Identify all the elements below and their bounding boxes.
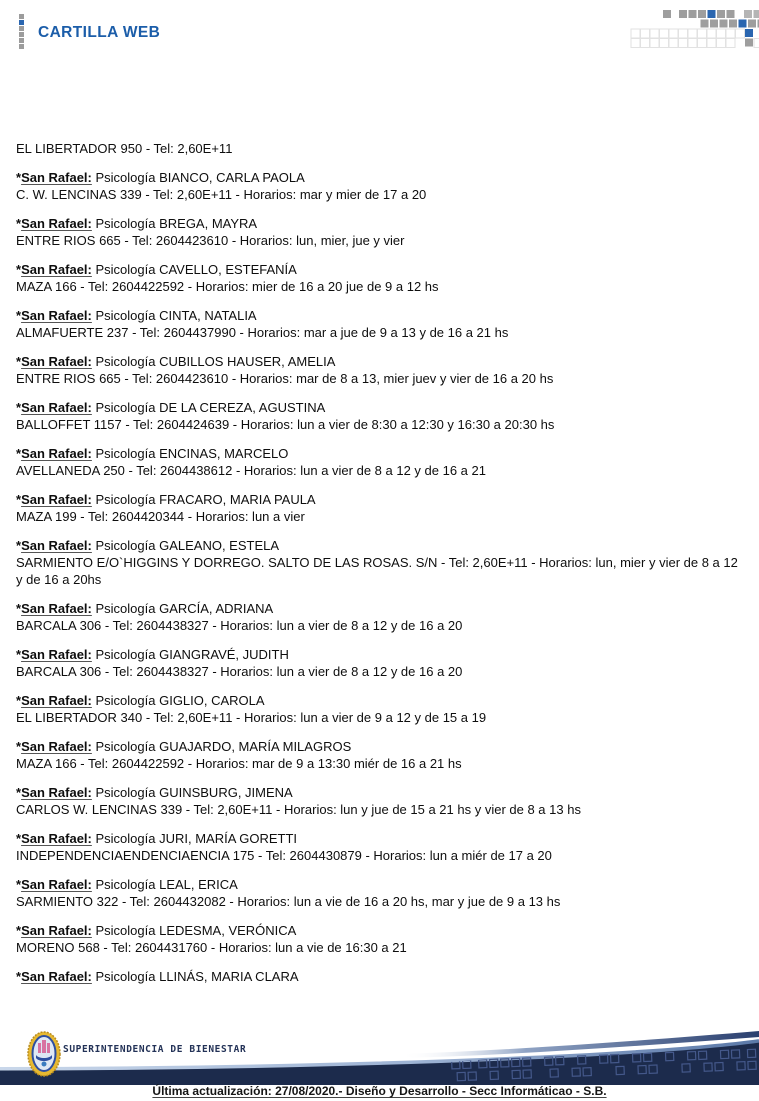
entry-location: San Rafael: xyxy=(21,739,92,754)
entry-details: INDEPENDENCIAENDENCIAENCIA 175 - Tel: 2604430879 - Horarios: lun a miér de 17 a 20 xyxy=(16,848,552,863)
entry-location: San Rafael: xyxy=(21,262,92,277)
entry-marker: * xyxy=(16,216,22,231)
entry-location: San Rafael: xyxy=(21,601,92,616)
provider-entry xyxy=(16,445,746,479)
provider-entry xyxy=(16,399,746,433)
entry-specialty-name: Psicología LEDESMA, VERÓNICA xyxy=(95,923,297,938)
entry-location: San Rafael: xyxy=(21,216,92,231)
entry-marker: * xyxy=(16,538,22,553)
entry-header xyxy=(16,738,746,755)
entry-marker: * xyxy=(16,739,22,754)
entry-details: SARMIENTO E/O`HIGGINS Y DORREGO. SALTO DE LAS ROSAS. S/N - Tel: 2,60E+11 - Horarios: lun, mier y vier de 8 a 12 y de 16 a 20hs xyxy=(16,555,738,587)
entry-marker: * xyxy=(16,969,22,984)
entry-header xyxy=(16,169,746,186)
provider-entry xyxy=(16,307,746,341)
entry-details: BARCALA 306 - Tel: 2604438327 - Horarios: lun a vier de 8 a 12 y de 16 a 20 xyxy=(16,664,463,679)
entry-location: San Rafael: xyxy=(21,492,92,507)
entry-location: San Rafael: xyxy=(21,831,92,846)
entry-specialty-name: Psicología BIANCO, CARLA PAOLA xyxy=(95,170,305,185)
provider-entry xyxy=(16,169,746,203)
entry-details: ENTRE RIOS 665 - Tel: 2604423610 - Horarios: mar de 8 a 13, mier juev y vier de 16 a 20 hs xyxy=(16,371,554,386)
entry-marker: * xyxy=(16,262,22,277)
provider-entry xyxy=(16,830,746,864)
entry-marker: * xyxy=(16,492,22,507)
entry-marker: * xyxy=(16,601,22,616)
provider-entry xyxy=(16,738,746,772)
entry-location: San Rafael: xyxy=(21,170,92,185)
entry-header xyxy=(16,261,746,278)
entry-header xyxy=(16,830,746,847)
entry-specialty-name: Psicología GARCÍA, ADRIANA xyxy=(95,601,274,616)
entry-details: MAZA 166 - Tel: 2604422592 - Horarios: mier de 16 a 20 jue de 9 a 12 hs xyxy=(16,279,439,294)
provider-entry xyxy=(16,261,746,295)
entry-header xyxy=(16,692,746,709)
entry-header xyxy=(16,968,746,985)
entry-marker: * xyxy=(16,785,22,800)
entry-specialty-name: Psicología BREGA, MAYRA xyxy=(95,216,258,231)
entry-location: San Rafael: xyxy=(21,969,92,984)
entry-location: San Rafael: xyxy=(21,877,92,892)
entry-marker: * xyxy=(16,693,22,708)
entry-details: MAZA 166 - Tel: 2604422592 - Horarios: mar de 9 a 13:30 miér de 16 a 21 hs xyxy=(16,756,462,771)
entry-header xyxy=(16,353,746,370)
entry-details: MORENO 568 - Tel: 2604431760 - Horarios: lun a vie de 16:30 a 21 xyxy=(16,940,407,955)
entry-marker: * xyxy=(16,647,22,662)
entry-details: C. W. LENCINAS 339 - Tel: 2,60E+11 - Horarios: mar y mier de 17 a 20 xyxy=(16,187,427,202)
org-crest-icon xyxy=(27,1031,61,1077)
brand-logo xyxy=(19,14,160,50)
entry-header xyxy=(16,491,746,508)
org-name: SUPERINTENDENCIA DE BIENESTAR xyxy=(63,1044,247,1055)
entry-marker: * xyxy=(16,308,22,323)
entry-location: San Rafael: xyxy=(21,446,92,461)
provider-entry xyxy=(16,876,746,910)
entry-details: BALLOFFET 1157 - Tel: 2604424639 - Horarios: lun a vier de 8:30 a 12:30 y 16:30 a 20:30 hs xyxy=(16,417,555,432)
entry-header xyxy=(16,784,746,801)
bottom-status-line: Última actualización: 27/08/2020.- Diseño y Desarrollo - Secc Informáticao - S.B. xyxy=(152,1084,607,1098)
entry-specialty-name: Psicología CAVELLO, ESTEFANÍA xyxy=(95,262,297,277)
entry-details: AVELLANEDA 250 - Tel: 2604438612 - Horarios: lun a vier de 8 a 12 y de 16 a 21 xyxy=(16,463,486,478)
entry-marker: * xyxy=(16,400,22,415)
entry-location: San Rafael: xyxy=(21,308,92,323)
brand-squares-icon xyxy=(19,14,25,50)
entry-location: San Rafael: xyxy=(21,538,92,553)
provider-list xyxy=(16,140,746,997)
entry-details: BARCALA 306 - Tel: 2604438327 - Horarios: lun a vier de 8 a 12 y de 16 a 20 xyxy=(16,618,463,633)
entry-marker: * xyxy=(16,831,22,846)
provider-entry xyxy=(16,353,746,387)
entry-header xyxy=(16,600,746,617)
entry-specialty-name: Psicología DE LA CEREZA, AGUSTINA xyxy=(95,400,326,415)
entry-location: San Rafael: xyxy=(21,785,92,800)
entry-specialty-name: Psicología JURI, MARÍA GORETTI xyxy=(95,831,298,846)
entry-header xyxy=(16,876,746,893)
entry-location: San Rafael: xyxy=(21,647,92,662)
provider-entry xyxy=(16,600,746,634)
entry-header xyxy=(16,215,746,232)
entry-specialty-name: Psicología LEAL, ERICA xyxy=(95,877,238,892)
provider-entry xyxy=(16,646,746,680)
entry-header xyxy=(16,922,746,939)
entry-specialty-name: Psicología CUBILLOS HAUSER, AMELIA xyxy=(95,354,336,369)
footer-wave-decoration xyxy=(0,1030,759,1088)
provider-entry xyxy=(16,215,746,249)
entry-header xyxy=(16,445,746,462)
provider-entry xyxy=(16,692,746,726)
provider-entry xyxy=(16,922,746,956)
entry-location: San Rafael: xyxy=(21,693,92,708)
entry-location: San Rafael: xyxy=(21,354,92,369)
entry-specialty-name: Psicología GALEANO, ESTELA xyxy=(95,538,280,553)
entry-location: San Rafael: xyxy=(21,400,92,415)
entry-details: EL LIBERTADOR 340 - Tel: 2,60E+11 - Horarios: lun a vier de 9 a 12 y de 15 a 19 xyxy=(16,710,487,725)
entry-header xyxy=(16,307,746,324)
entry-marker: * xyxy=(16,923,22,938)
entry-marker: * xyxy=(16,877,22,892)
entry-specialty-name: Psicología GIGLIO, CAROLA xyxy=(95,693,265,708)
entry-details: CARLOS W. LENCINAS 339 - Tel: 2,60E+11 - Horarios: lun y jue de 15 a 21 hs y vier de 8 a 13 hs xyxy=(16,802,581,817)
entry-specialty-name: Psicología GUAJARDO, MARÍA MILAGROS xyxy=(95,739,352,754)
entry-details: SARMIENTO 322 - Tel: 2604432082 - Horarios: lun a vie de 16 a 20 hs, mar y jue de 9 a 13 hs xyxy=(16,894,561,909)
entry-header xyxy=(16,537,746,554)
entry-specialty-name: Psicología ENCINAS, MARCELO xyxy=(95,446,289,461)
entry-details: ENTRE RIOS 665 - Tel: 2604423610 - Horarios: lun, mier, jue y vier xyxy=(16,233,405,248)
pixel-mosaic-decoration xyxy=(624,6,759,54)
entry-specialty-name: Psicología CINTA, NATALIA xyxy=(95,308,257,323)
entry-marker: * xyxy=(16,354,22,369)
entry-specialty-name: Psicología LLINÁS, MARIA CLARA xyxy=(95,969,299,984)
entry-header xyxy=(16,399,746,416)
entry-marker: * xyxy=(16,446,22,461)
brand-title: CARTILLA WEB xyxy=(38,23,161,41)
provider-entry xyxy=(16,784,746,818)
entry-details: MAZA 199 - Tel: 2604420344 - Horarios: lun a vier xyxy=(16,509,305,524)
entry-location: San Rafael: xyxy=(21,923,92,938)
provider-entry xyxy=(16,968,746,985)
provider-entry xyxy=(16,491,746,525)
entry-specialty-name: Psicología FRACARO, MARIA PAULA xyxy=(95,492,316,507)
entry-marker: * xyxy=(16,170,22,185)
entry-header xyxy=(16,646,746,663)
entry-details: ALMAFUERTE 237 - Tel: 2604437990 - Horarios: mar a jue de 9 a 13 y de 16 a 21 hs xyxy=(16,325,509,340)
entry-specialty-name: Psicología GIANGRAVÉ, JUDITH xyxy=(95,647,289,662)
intro-line: EL LIBERTADOR 950 - Tel: 2,60E+11 xyxy=(16,141,233,156)
entry-specialty-name: Psicología GUINSBURG, JIMENA xyxy=(95,785,293,800)
provider-entry xyxy=(16,537,746,588)
